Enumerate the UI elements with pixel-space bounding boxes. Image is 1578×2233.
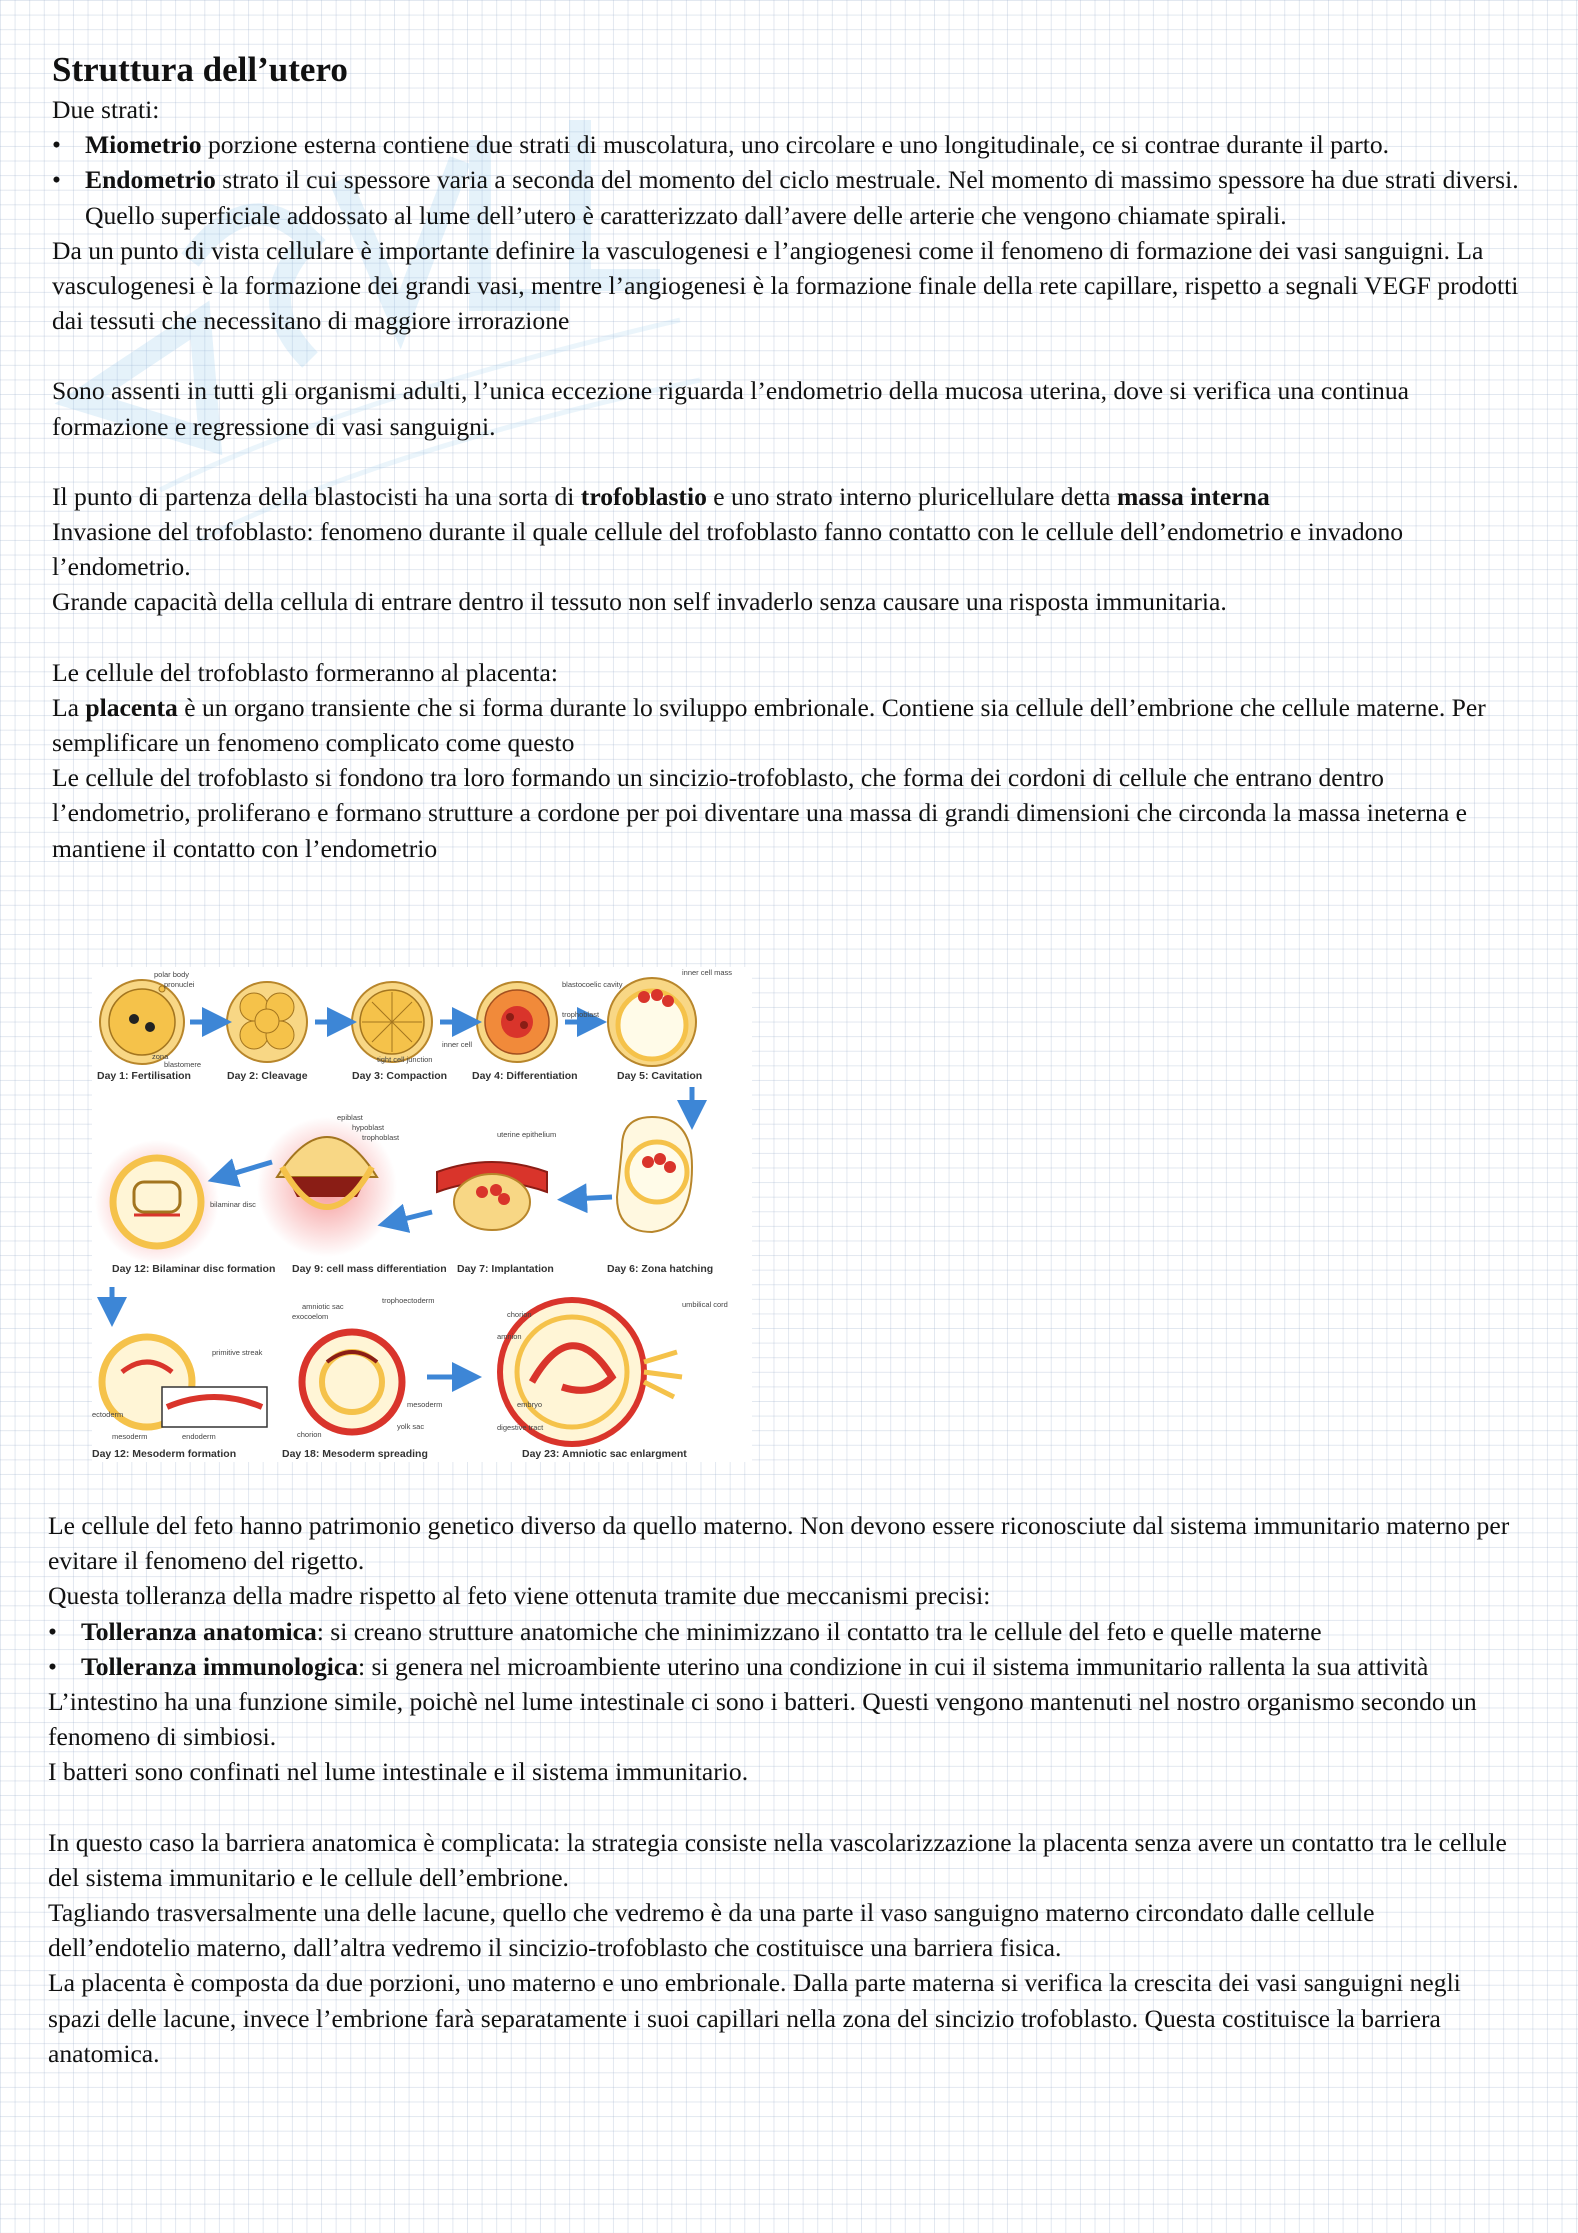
label-hypoblast: hypoblast <box>352 1123 385 1132</box>
paragraph-batteri: I batteri sono confinati nel lume intestinale e il sistema immunitario. <box>48 1757 749 1787</box>
caption-day1: Day 1: Fertilisation <box>97 1070 191 1082</box>
list-item: • Tolleranza immunologica: si genera nel microambiente uterino una condizione in cui il sistema immunitario rallenta la sua attività <box>48 1649 1518 1684</box>
list-item: • Tolleranza anatomica: si creano strutture anatomiche che minimizzano il contatto tra le cellule del feto e quelle materne <box>48 1614 1518 1649</box>
paragraph-composta: La placenta è composta da due porzioni, uno materno e uno embrionale. Dalla parte materna si verifica la crescita dei vasi sanguigni negli spazi delle lacune, invece l’embrione farà separatamente i suoi capillari nella zona del sincizio trofoblasto. Questa costituisce la barriera anatomica. <box>48 1968 1461 2068</box>
label-mesoderm: mesoderm <box>407 1400 443 1409</box>
stage-compaction <box>352 982 432 1062</box>
paragraph-invasione: Invasione del trofoblasto: fenomeno durante il quale cellule del trofoblasto fanno contatto con le cellule dell’endometrio e invadono l’endometrio. <box>52 517 1404 582</box>
tolerance-list <box>48 1614 1518 1684</box>
label-blastomere: blastomere <box>164 1060 202 1069</box>
list-item: • Endometrio strato il cui spessore varia a seconda del momento del ciclo mestruale. Nel momento di massimo spessore ha due strati diversi. Quello superficiale addossato al lume dell’utero è caratterizzato dall’avere delle arterie che vengono chiamate spirali. <box>52 162 1522 232</box>
paragraph-formeranno: Le cellule del trofoblasto formeranno al placenta: <box>52 657 558 687</box>
label-amnion: amnion <box>497 1332 522 1341</box>
label-amniotic: amniotic sac <box>302 1302 344 1311</box>
label-tight-junction: tight cell junction <box>377 1055 433 1064</box>
paragraph-tolleranza: Questa tolleranza della madre rispetto al feto viene ottenuta tramite due meccanismi precisi: <box>48 1581 991 1611</box>
stage-fertilisation <box>100 980 184 1064</box>
layers-list <box>52 127 1522 233</box>
label-zona: zona <box>152 1052 169 1061</box>
caption-day2: Day 2: Cleavage <box>227 1070 308 1082</box>
label-exocoelom: exocoelom <box>292 1312 329 1321</box>
caption-day12-bilaminar: Day 12: Bilaminar disc formation <box>112 1263 276 1275</box>
stage-bilaminar <box>95 1140 219 1264</box>
caption-day7: Day 7: Implantation <box>457 1263 554 1275</box>
label-chorion-2: chorion <box>297 1430 322 1439</box>
label-bilaminar: bilaminar disc <box>210 1200 256 1209</box>
stage-cavitation <box>608 978 696 1066</box>
label-ectoderm: ectoderm <box>92 1410 124 1419</box>
stage-zona-hatching <box>617 1117 692 1232</box>
label-umbilical: umbilical cord <box>682 1300 728 1309</box>
label-inner-cell: inner cell <box>442 1040 473 1049</box>
label-mesoderm-2: mesoderm <box>112 1432 148 1441</box>
paragraph-capacita: Grande capacità della cellula di entrare dentro il tessuto non self invaderlo senza causare una risposta immunitaria. <box>52 587 1227 617</box>
label-uterine: uterine epithelium <box>497 1130 557 1139</box>
stage-differentiation <box>477 982 557 1062</box>
list-item: • Miometrio porzione esterna contiene due strati di muscolatura, uno circolare e uno longitudinale, ce si contrae durante il parto. <box>52 127 1522 162</box>
label-trophoblast: trophoblast <box>562 1010 600 1019</box>
paragraph-assenti: Sono assenti in tutti gli organismi adulti, l’unica eccezione riguarda l’endometrio della mucosa uterina, dove si verifica una continua formazione e regressione di vasi sanguigni. <box>52 376 1410 441</box>
caption-day12-mesoderm: Day 12: Mesoderm formation <box>92 1448 237 1460</box>
paragraph-fondono: Le cellule del trofoblasto si fondono tra loro formando un sincizio-trofoblasto, che forma dei cordoni di cellule che entrano dentro l’endometrio, proliferano e formano strutture a cordone per poi diventare una massa di grandi dimensioni che circonda la massa ineterna e mantiene il contatto con l’endometrio <box>52 763 1467 863</box>
label-primitive: primitive streak <box>212 1348 263 1357</box>
page-title: Struttura dell’utero <box>52 50 348 89</box>
caption-day3: Day 3: Compaction <box>352 1070 448 1082</box>
label-epiblast: epiblast <box>337 1113 363 1122</box>
stage-mesoderm-spreading <box>302 1332 402 1432</box>
paragraph-placenta: La placenta è un organo transiente che si forma durante lo sviluppo embrionale. Contiene sia cellule dell’embrione che cellule materne. Per semplificare un fenomeno complicato come questo <box>52 692 1486 758</box>
label-yolk: yolk sac <box>397 1422 425 1431</box>
caption-day18: Day 18: Mesoderm spreading <box>282 1448 428 1460</box>
paragraph-tagliando: Tagliando trasversalmente una delle lacune, quello che vedremo è da una parte il vaso sanguigno materno circondato dalle cellule dell’endotelio materno, dall’altra vedremo il sincizio-trofoblasto che costituisce una barriera fisica. <box>48 1898 1375 1963</box>
label-endoderm: endoderm <box>182 1432 216 1441</box>
caption-day6: Day 6: Zona hatching <box>607 1263 714 1275</box>
label-polar-body: polar body <box>154 970 190 979</box>
label-chorion: chorion <box>507 1310 532 1319</box>
label-trophoectoderm: trophoectoderm <box>382 1296 435 1305</box>
intro-line: Due strati: <box>52 95 160 124</box>
paragraph-feto: Le cellule del feto hanno patrimonio genetico diverso da quello materno. Non devono essere riconosciute dal sistema immunitario materno per evitare il fenomeno del rigetto. <box>48 1511 1510 1576</box>
label-inner-mass: inner cell mass <box>682 968 733 977</box>
label-blastocoelic: blastocoelic cavity <box>562 980 623 989</box>
paragraph-barriera: In questo caso la barriera anatomica è complicata: la strategia consiste nella vascolarizzazione la placenta senza avere un contatto tra le cellule del sistema immunitario e le cellule dell’embrione. <box>48 1827 1507 1892</box>
label-pronuclei: pronuclei <box>164 980 195 989</box>
caption-day23: Day 23: Amniotic sac enlargment <box>522 1448 687 1460</box>
stage-cleavage <box>227 982 307 1062</box>
caption-day5: Day 5: Cavitation <box>617 1070 703 1082</box>
embryo-development-figure <box>92 967 752 1462</box>
paragraph-intestino: L’intestino ha una funzione simile, poichè nel lume intestinale ci sono i batteri. Questi vengono mantenuti nel nostro organismo secondo un fenomeno di simbiosi. <box>48 1687 1477 1752</box>
label-digestive: digestive tract <box>497 1423 544 1432</box>
paragraph-blastocisti: Il punto di partenza della blastocisti ha una sorta di trofoblastio e uno strato interno pluricellulare detta massa interna <box>52 481 1270 511</box>
page-top <box>52 50 1522 866</box>
caption-day4: Day 4: Differentiation <box>472 1070 578 1082</box>
caption-day9: Day 9: cell mass differentiation <box>292 1263 447 1275</box>
label-trophoblast-2: trophoblast <box>362 1133 400 1142</box>
page-bottom <box>48 1508 1518 2071</box>
label-embryo: embryo <box>517 1400 543 1409</box>
paragraph-vasculogenesi: Da un punto di vista cellulare è importante definire la vasculogenesi e l’angiogenesi come il fenomeno di formazione dei vasi sanguigni. La vasculogenesi è la formazione dei grandi vasi, mentre l’angiogenesi è la formazione finale della rete capillare, rispetto a segnali VEGF prodotti dai tessuti che necessitano di maggiore irrorazione <box>52 235 1519 336</box>
